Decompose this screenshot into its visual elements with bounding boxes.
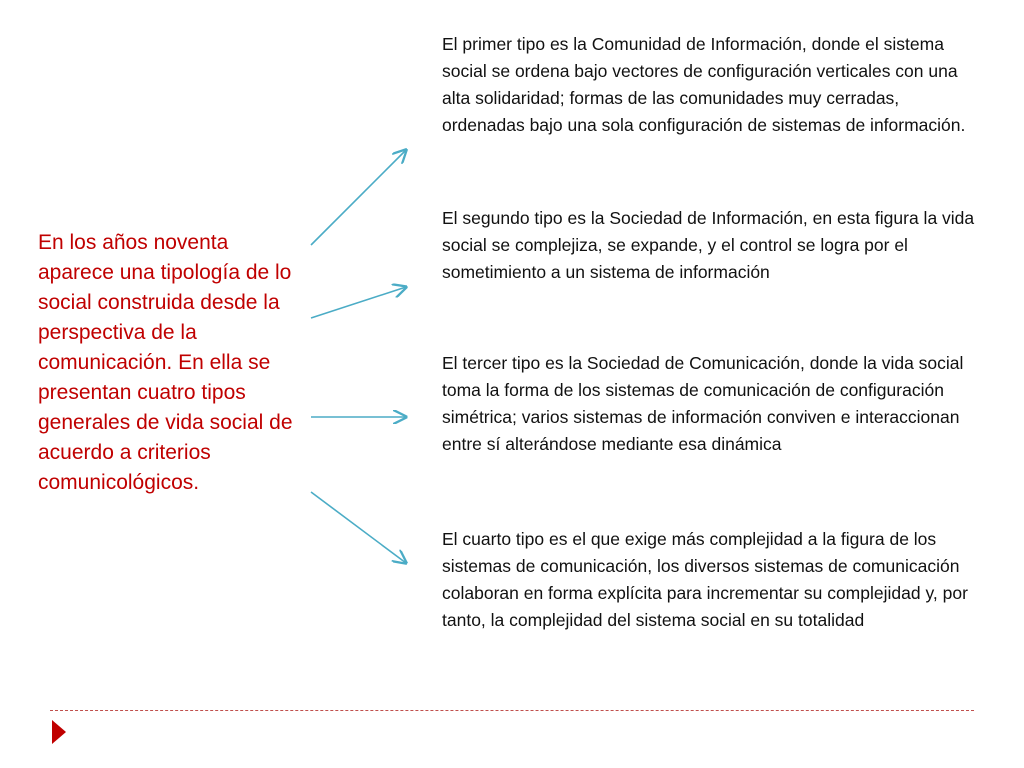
intro-text: En los años noventa aparece una tipología de lo social construida desde la perspectiva de la comunicación. En ella se presentan cuatro tipos generales de vida social de acuerdo a criterios comunicológicos. [38, 231, 293, 494]
type-1-text: El primer tipo es la Comunidad de Información, donde el sistema social se ordena bajo vectores de configuración verticales con una alta solidaridad; formas de las comunidades muy cerradas, ordenadas bajo una sola configuración de sistemas de información. [442, 34, 966, 135]
arrow-icon [311, 287, 406, 318]
type-2-text: El segundo tipo es la Sociedad de Información, en esta figura la vida social se complejiza, se expande, y el control se logra por el sometimiento a un sistema de información [442, 208, 975, 282]
arrow-icon [311, 492, 406, 563]
arrow-icon [311, 150, 406, 245]
footer-divider [50, 710, 974, 711]
type-4-text: El cuarto tipo es el que exige más complejidad a la figura de los sistemas de comunicación, los diversos sistemas de comunicación colaboran en forma explícita para incrementar su complejidad y, por tanto, la complejidad del sistema social en su totalidad [442, 529, 968, 630]
triangle-bullet-icon [52, 720, 66, 744]
type-3-text: El tercer tipo es la Sociedad de Comunicación, donde la vida social toma la forma de los sistemas de comunicación de configuración simétrica; varios sistemas de información conviven e interaccionan entre sí alterándose mediante esa dinámica [442, 353, 964, 454]
